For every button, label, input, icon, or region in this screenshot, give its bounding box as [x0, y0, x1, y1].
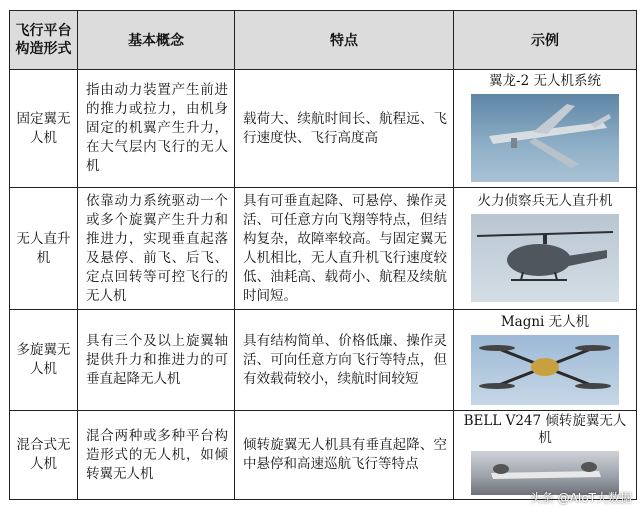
header-form: 飞行平台构造形式 [10, 11, 78, 70]
row-feature: 具有结构简单、价格低廉、操作灵活、可向任意方向飞行等特点，但有效载荷较小，续航时间较短 [235, 310, 454, 411]
watermark: 头条 @AIoT大数据 [529, 491, 632, 505]
multirotor-drone-image [471, 335, 619, 405]
table-row [10, 411, 637, 500]
header-row [10, 11, 637, 70]
row-concept: 混合两种或多种平台构造形式的无人机，如倾转翼无人机 [78, 411, 235, 500]
row-concept: 依靠动力系统驱动一个或多个旋翼产生升力和推进力，实现垂直起落及悬停、前飞、后飞、定点回转等可控飞行的无人机 [78, 188, 235, 310]
header-feature: 特点 [235, 11, 454, 70]
multirotor-drone-icon [471, 335, 619, 405]
table-row [10, 70, 637, 188]
example-title: 火力侦察兵无人直升机 [477, 193, 613, 209]
example-title: BELL V247 倾转旋翼无人机 [463, 413, 627, 446]
fixed-wing-drone-image [471, 94, 619, 182]
row-feature: 载荷大、续航时间长、航程远、飞行速度快、飞行高度高 [235, 70, 454, 188]
header-concept: 基本概念 [78, 11, 235, 70]
row-example [454, 188, 637, 310]
table-row [10, 188, 637, 310]
header-example: 示例 [454, 11, 637, 70]
row-feature: 具有可垂直起降、可悬停、操作灵活、可任意方向飞翔等特点，但结构复杂，故障率较高。与固定翼无人机相比，无人直升机飞行速度较低、油耗高、载荷小、航程及续航时间短。 [235, 188, 454, 310]
example-title: 翼龙-2 无人机系统 [489, 73, 601, 89]
fixed-wing-drone-icon [471, 94, 619, 182]
row-feature: 倾转旋翼无人机具有垂直起降、空中悬停和高速巡航飞行等特点 [235, 411, 454, 500]
row-form: 固定翼无人机 [10, 70, 78, 188]
row-example [454, 70, 637, 188]
row-concept: 具有三个及以上旋翼轴提供升力和推进力的可垂直起降无人机 [78, 310, 235, 411]
example-title: Magni 无人机 [500, 313, 590, 330]
helicopter-drone-image [471, 214, 619, 302]
row-concept: 指由动力装置产生前进的推力或拉力，由机身固定的机翼产生升力，在大气层内飞行的无人机 [78, 70, 235, 188]
uav-classification-table [9, 10, 637, 500]
row-form: 无人直升机 [10, 188, 78, 310]
row-example [454, 411, 637, 500]
row-form: 混合式无人机 [10, 411, 78, 500]
row-form: 多旋翼无人机 [10, 310, 78, 411]
row-example [454, 310, 637, 411]
helicopter-icon [471, 214, 619, 302]
table-row [10, 310, 637, 411]
